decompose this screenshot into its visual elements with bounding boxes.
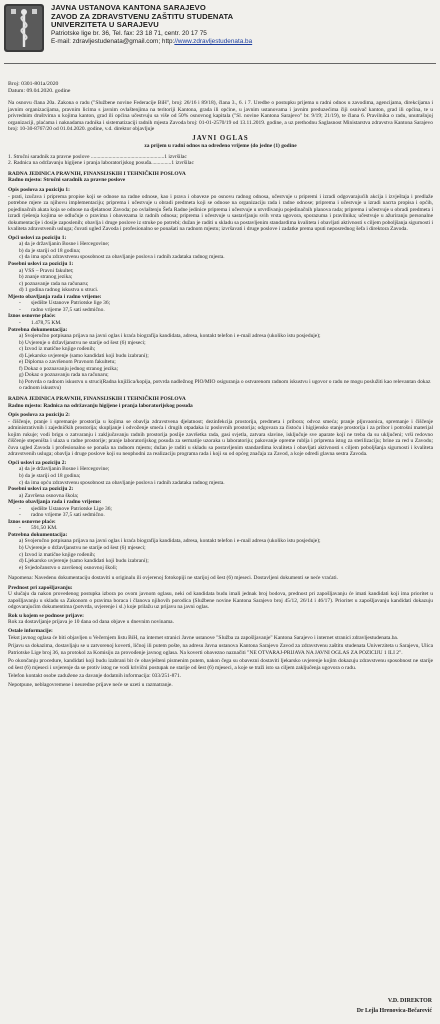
intro-paragraph: Na osnovu člana 20a. Zakona o radu ("Službene novine Federacije BiH", broj: 26/16 i 89/18), člana 3., 6. i 7. Uredbe o postupku prijema u radni odnos u zavodima, agencijama, direkcijama i javnim organizacijama, pravnim licima s javnim ovlaštenjima na teritoriji Kantona, grada ili općine, u javnim ustanovama i javnim preduzećima čiji osnivač kanton, grad ili općina, te u privrednim društvima u kojima kanton, grad ili općina učestvuju sa više od 50% osnovnog kapitala ("Sl. novine Kantona Sarajevo" br. 9/19; 21/19), te člana 6. Pravilnika o radu, unutrašnjoj organizaciji, plaćama i naknadama radnika i sistematizaciji radnih mjesta Zavoda broj: 01-01-2570/19 od 13.11.2019. godine, a uz prethodnu Saglasnost Ministarstva zdravstva Kantona Sarajevo broj: 10-30-8767/20 od 01.04.2020. godine, v.d. direktor objavljuje [8,100,433,133]
section2-unit: RADNA JEDINICA PRAVNIH, FINANSIJSKIH I TEHNIČKIH POSLOVA [8,395,186,402]
document-date: Datum: 09.04.2020. godine [8,88,71,95]
list-item: a) Svojeručno potpisana prijava na javni oglas i kraća biografija kandidata, adresa, kontakt telefon i e-mail adresa (ukoliko istu posjeduje); [19,333,321,340]
section1-place-list [8,300,433,313]
section1-post: Radno mjesto: Stručni saradnik za pravne poslove [8,177,126,184]
list-item: - sjedište Ustanove Patriotske Lige 36; [19,505,112,512]
other-info: Po okončanju procedure, kandidati koji budu izabrani bit će obavješteni pismenim putem, nakon čega su obavezni dostaviti ljekarsko uvjerenje kojim dokazuju zdravstvenu sposobnost ne starije od šest (6) mjeseci i uvjerenje da se protiv istog ne vodi krivični postupak ne starije od šest (6) mjeseci, a koje se traži isto sa ciljem zaključenja ugovora o radu. [8,658,433,671]
other-info: Prijavu sa dokazima, dostavljaju se u zatvorenoj koverti, ličnoj ili putem pošte, na adresu Javna ustanova Kantona Sarajevo Zavod za zdravstvenu zaštitu studenata Univerziteta u Sarajevu, Ulica Patriotske Lige broj 36, na protokol za Komisiju za provođenje javnog oglasa. Na koverti obavezno naznačiti "NE OTVARAJ-PRIJAVA NA JAVNI OGLAS ZA POZICIJU 1 ILI 2". [8,643,433,656]
document-meta [8,81,70,95]
list-item: d) 1 godina radnog iskustva u struci. [19,287,99,294]
position-line: 2. Radnica na održavanju higijene i pranja laboratorijskog posuđa...............1 izvršilac [8,160,194,167]
signature-name: Dr Lejla Hrenovica-Bečarević [356,1008,432,1014]
document-number: Broj: 0301-801a/2020 [8,81,59,87]
list-item: g) Dokaz o poznavanju rada na računaru; [19,372,109,379]
section2-docs-heading: Potrebna dokumentacija: [8,531,68,538]
other-info: Tekst javnog oglasa će biti objavljen u Večernjem listu BiH, na internet stranici Javne ustanove "Služba za zapošljavanje" Kantona Sarajevo i internet stranici zdravljestudenata.ba. [8,634,399,641]
other-heading: Ostale informacije: [8,628,53,635]
list-item: d) Ljekarsko uvjerenje (samo kandidati koji budu izabrani); [19,352,149,359]
org-website-link[interactable]: //www.zdravljestudenata.ba [174,38,253,46]
list-item: e) Svjedočanstvo o završenoj osnovnoj školi; [19,564,118,571]
section1-salary-heading: Iznos osnovne plaće: [8,313,56,320]
list-item: e) Diploma o završenom Pravnom fakultetu; [19,359,116,366]
deadline-text: Rok za dostavljanje prijava je 10 dana od dana objave u dnevnim novinama. [8,619,174,626]
list-item: a) da je državljanin Bosne i Hercegovine; [19,466,110,473]
list-item: c) da ima opću zdravstvenu sposobnost za obavljanje poslova i radnih zadataka radnog mjesta. [19,254,225,261]
section2-place-list [8,506,433,519]
list-item: - sjedište Ustanove Patriotske lige 36; [19,300,111,307]
section2-salary-heading: Iznos osnovne plaće: [8,518,56,525]
section2-general-list [8,466,433,486]
note: Napomena: Navedenu dokumentaciju dostaviti u originalu ili ovjerenoj fotokopiji ne starijoj od šest (6) mjeseci. Dostavljeni dokumenti se neće vraćati. [8,575,338,582]
list-item: a) Svojeručno potpisana prijava na javni oglas i kraća biografija kandidata, adresa, kontakt telefon i e-mail adresa (ukoliko istu posjeduje); [19,538,321,545]
other-info: Telefon kontakt osobe zadužene za davanje dodatnih informacija: 033/251-871. [8,673,182,680]
section1-docs-list [8,333,433,392]
list-item: b) da je stariji od 18 godina; [19,472,81,479]
org-email-line [51,38,431,46]
section1-special-heading: Posebni uslovi za poziciju 1: [8,261,74,268]
list-item: c) Izvod iz matične knjige rođenih; [19,551,96,558]
organization-block [51,4,431,47]
section1-desc-heading: Opis poslova za poziciju 1: [8,187,70,194]
other-info: Nepotpune, neblagovremene i neuredne prijave neće se uzeti u razmatranje. [8,681,173,688]
salary-value: - 1.478,75 KM. [19,319,62,326]
deadline-heading: Rok u kojem se podnose prijave: [8,612,84,619]
section1-desc: - prati, izučava i priprema propise koji se odnose na radne odnose, kao i prava i obaveze po osnovu radnog odnosa, učestvuje u pripremi i izradi odgovarajućih akcija i izvještaja i predlaže potrebne mjere za njihovu implementaciju; priprema i učestvuje u obradi predmeta koji se odnose na organizaciju rada i radne odnose; priprema i učestvuje u izradi nacrta propisa i općih, pojedinačnih akata koja se odnose na djelatnost Zavoda; po ovlaštenju Šefa Radne jedinice priprema i učestvuje u utvrđivanju pojedinačnih planova rada; priprema i učestvuje u obradi predmeta i izradi rješenja kojima se odlučuje o pravima i obavezama iz radnih odnosa; priprema i učestvuje u sastavljanju svih vrsta ugovora, sporazuma i pravilnika; učestvuje u ažuriranju personalne dokumentacije i dosije zaposlenih; obavlja i druge poslove iz struke po potrebi; dužan je raditi u skladu sa postavljenim standardima kvaliteta i obavljati aktivnosti s ciljem poboljšanja sigurnosti i kvaliteta zdravstvenih usluga; čuvati ugled Zavoda i profesionalno se ponašati na radnom mjestu; izvršavati i druge poslove i zadatke prema uputi neposrednog šefa i direktora Zavoda. [8,193,433,233]
notice-subtitle: za prijem u radni odnos na određeno vrijeme (do jedne (1) godine [144,143,297,150]
list-item: b) Uvjerenje o državljanstvu ne starije od šest (6) mjeseci; [19,545,146,551]
section1-special-list [8,268,433,294]
document-body [8,100,433,1000]
header-divider [4,63,436,64]
org-name-line3: UNIVERZITETA U SARAJEVU [51,20,159,30]
list-item: d) Ljekarsko uvjerenje (samo kandidati koji budu izabrani); [19,558,149,565]
section1-general-heading: Opći uslovi za poziciju 1: [8,234,67,241]
list-item: a) da je državljanin Bosne i Hercegovine; [19,241,110,248]
list-item: c) poznavanje rada na računaru; [19,280,89,287]
priority-heading: Prednost pri zapošljavanju: [8,584,73,591]
list-item: h) Potvrda o radnom iskustvu u struci(Radna knjižica/kopija, potvrda nadležnog PIO/MIO osiguranja o ostvarenom radnom iskustvu i ugovor o radu ne mogu poslužiti kao relevantan dokaz o radnom iskustvu) [19,378,431,392]
priority-text: U slučaju da nakon provedenog postupka izbora po ovom javnom oglasu, neki od kandidata budu imali jednak broj bodova, prednost pri zapošljavanju će imati kandidati koji ima prioritet u zapošljavanju u skladu sa Zakonom o pravima boraca i članova njihovih porodica (Službene novine Kantona Sarajevo broj 45/12, 26/14 i 46/17). Prioritet u zapošljavanju kandidati dokazuju odgovarajućim dokumentima (potvrda, uvjerenje i sl.) koje prilažu uz prijavu na javni oglas. [8,591,433,611]
position-line: 1. Stručni saradnik za pravne poslove ......................................................1 izvršilac [8,153,187,160]
section1-docs-heading: Potrebna dokumentacija: [8,326,68,333]
org-name-line1: JAVNA USTANOVA KANTONA SARAJEVO [51,3,206,12]
signature-block [357,996,432,1016]
list-item: b) znanje stranog jezika; [19,274,73,281]
org-contact: Patriotske lige br. 36, Tel. fax: 23 18 71, centr. 20 17 75 [51,29,207,37]
section2-desc-heading: Opis poslova za poziciju 2: [8,412,70,419]
section1-general-list [8,241,433,261]
institution-logo-icon [3,3,45,53]
org-name-line2: ZAVOD ZA ZDRAVSTVENU ZAŠTITU STUDENATA [51,11,234,21]
section2-desc: - čiščenje, pranje i spremanje prostorija u kojima se obavlja zdravstvena djelatnost; dezinfekcija prostorija, predmeta i pribora; odvoz smeća; pranje pljuvaonica, spremanje i čiščenje administrativnih i zajedničkih prostorija; skupljanje i odvoženje smeća i drugih otpadaka iz poslovnih prostorija; odgovara za čistoću i higijensko stanje prostorija i za pribor i potrošni materijal kojim rukuje; vodi brigu o zatvaranju i zaključavanju radnih prostorija poslije završetka rada, gasi svjetla, zatvara slavine, isključuje sve aparate koji ne treba da su uključeni; vrši redovno čiščenje stepeništa i ulaza u radne prostorije; pranje laboratorijskog posuđa za sermatije uzoraka u laboratoriju; pakovanje opreme rublja i priprema istog za sterilizaciju; brine za red u Zavodu; čuva ugled Zavoda i profesionalno se ponaša na radnom mjestu; dužan je raditi u skladu sa postavljenim standardima kvaliteta i obavljati aktivnosti s ciljem poboljšanja sigurnosti i kvaliteta zdravstvenih usluga; obavlja i druge poslove koji su neophodni za realizaciju programa rada i koji su od općeg značaja za Zavod, a koje odredi glavna sestra Zavoda. [8,418,433,458]
signature-role: V.D. DIREKTOR [387,998,432,1004]
section2-special-heading: Posebni uslovi za poziciju 2: [8,486,74,493]
list-item: a) Završena osnovna škola; [19,492,79,499]
list-item: b) da je stariji od 18 godina; [19,247,81,254]
list-item: c) Izvod iz matične knjige rođenih; [19,346,96,353]
section1-unit: RADNA JEDINICA PRAVNIH, FINANSIJSKIH I TEHNIČKIH POSLOVA [8,170,186,177]
letterhead [0,0,440,76]
list-item: f) Dokaz o poznavanju jednog stranog jezika; [19,365,119,372]
list-item: a) VSS – Pravni fakultet; [19,267,74,274]
list-item: - radno vrijeme 37,5 sati sedmično. [19,306,105,313]
salary-value: - 591,50 KM. [19,525,58,532]
section2-docs-list [8,538,433,571]
org-email: E-mail: zdravljestudenata@gmail.com; http: [51,38,175,46]
notice-title: JAVNI OGLAS [192,134,249,142]
section1-place-heading: Mjesto obavljanja rada i radno vrijeme: [8,293,102,300]
section2-place-heading: Mjesto obavljanja rada i radno vrijeme: [8,499,102,506]
section2-post: Radno mjesto: Radnica na održavanju higijene i pranja laboratorijskog posuđa [8,402,193,409]
section2-general-heading: Opći uslovi za poziciju 2: [8,459,67,466]
list-item: c) da ima opću zdravstvenu sposobnost za obavljanje poslova i radnih zadataka radnog mjesta. [19,479,225,486]
list-item: - radno vrijeme 37,5 sati sedmično. [19,512,105,519]
list-item: b) Uvjerenje o državljanstvu ne starije od šest (6) mjeseci; [19,339,146,346]
